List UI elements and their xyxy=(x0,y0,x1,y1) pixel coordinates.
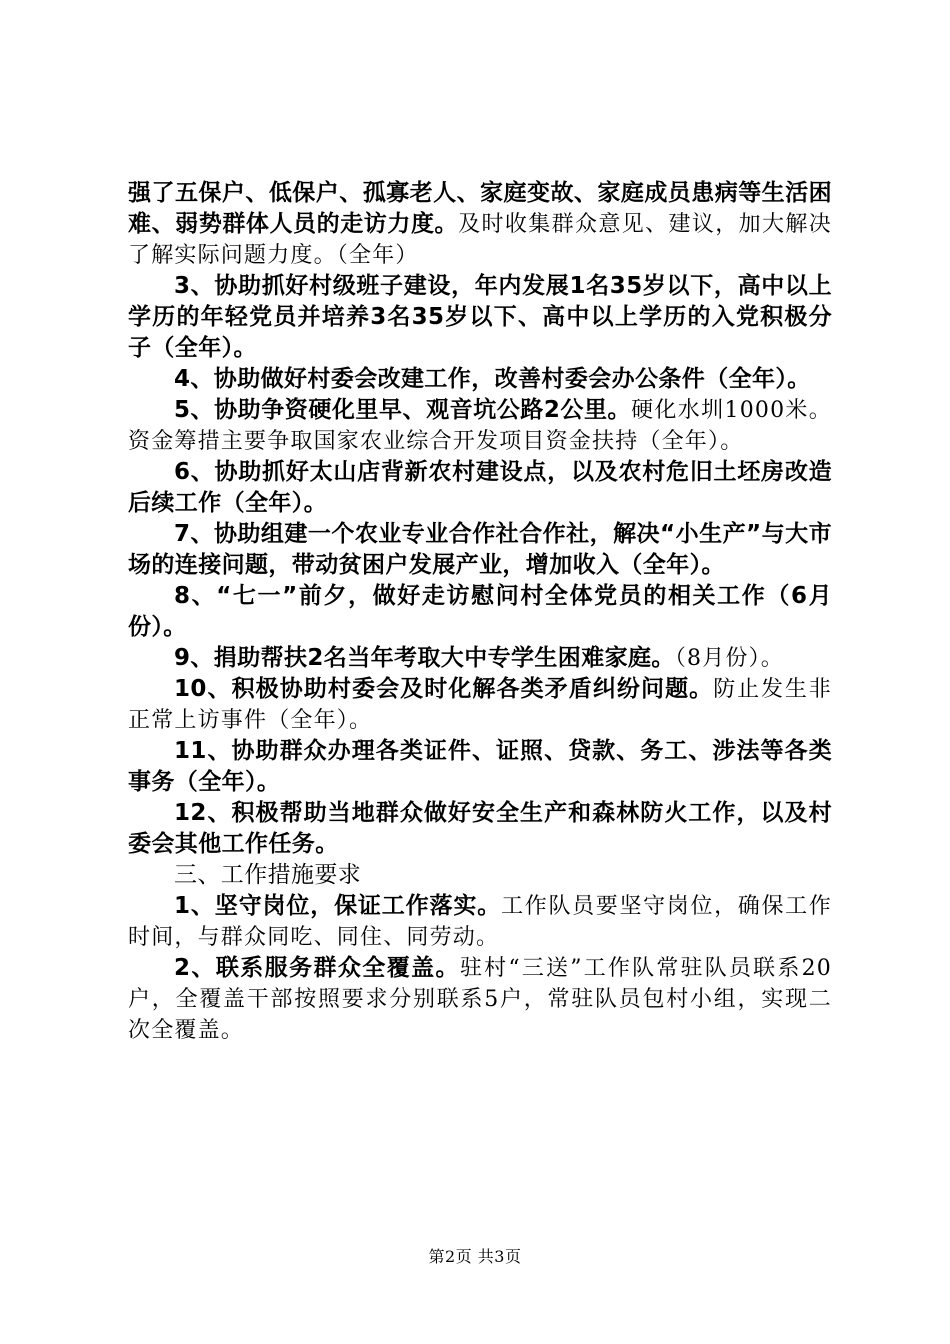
task-item-10 xyxy=(128,674,832,736)
page-number-label: 第2页 共3页 xyxy=(428,1247,522,1266)
task-item-11 xyxy=(128,736,832,798)
paragraph-continuation xyxy=(128,178,832,271)
task-item-9-plain-text: （8月份）。 xyxy=(674,646,785,671)
task-item-8-text: 8、“七一”前夕，做好走访慰问村全体党员的相关工作（6月份）。 xyxy=(128,583,832,640)
task-item-6 xyxy=(128,457,832,519)
task-item-9-bold-text: 9、捐助帮扶2名当年考取大中专学生困难家庭。 xyxy=(174,645,675,671)
measure-item-1-plain-text: 工作队员要坚守岗位，确保工作时间，与群众同吃、同住、同劳动。 xyxy=(128,894,832,950)
section-heading-text: 三、工作措施要求 xyxy=(174,862,362,888)
measure-item-2-bold-text: 2、联系服务群众全覆盖。 xyxy=(174,955,460,981)
task-item-11-text: 11、协助群众办理各类证件、证照、贷款、务工、涉法等各类事务（全年）。 xyxy=(128,738,832,795)
task-item-10-plain-text: 防止发生非正常上访事件（全年）。 xyxy=(128,677,832,733)
task-item-4 xyxy=(128,364,832,395)
task-item-3-text: 3、协助抓好村级班子建设，年内发展1名35岁以下，高中以上学历的年轻党员并培养3名35岁以下、高中以上学历的入党积极分子（全年）。 xyxy=(128,273,832,361)
task-item-5-plain-text: 硬化水圳1000米。资金筹措主要争取国家农业综合开发项目资金扶持（全年）。 xyxy=(128,398,832,454)
task-item-8 xyxy=(128,581,832,643)
task-item-5-bold-text: 5、协助争资硬化里早、观音坑公路2公里。 xyxy=(174,397,632,423)
document-body xyxy=(128,178,832,1046)
task-item-3 xyxy=(128,271,832,364)
task-item-12 xyxy=(128,798,832,860)
measure-item-2 xyxy=(128,953,832,1046)
paragraph-bold-text: 强了五保户、低保户、孤寡老人、家庭变故、家庭成员患病等生活困难、弱势群体人员的走访力度。 xyxy=(128,180,832,237)
task-item-9 xyxy=(128,643,832,674)
measure-item-2-plain-text: 驻村“三送”工作队常驻队员联系20户，全覆盖干部按照要求分别联系5户，常驻队员包村小组，实现二次全覆盖。 xyxy=(128,956,832,1043)
paragraph-plain-text: 及时收集群众意见、建议，加大解决了解实际问题力度。（全年） xyxy=(128,212,832,268)
task-item-7-text: 7、协助组建一个农业专业合作社合作社，解决“小生产”与大市场的连接问题，带动贫困户发展产业，增加收入（全年）。 xyxy=(128,521,832,578)
task-item-7 xyxy=(128,519,832,581)
task-item-5 xyxy=(128,395,832,457)
task-item-12-text: 12、积极帮助当地群众做好安全生产和森林防火工作，以及村委会其他工作任务。 xyxy=(128,800,832,857)
measure-item-1-bold-text: 1、坚守岗位，保证工作落实。 xyxy=(174,893,502,919)
section-heading xyxy=(128,860,832,891)
page-footer xyxy=(0,1244,950,1267)
measure-item-1 xyxy=(128,891,832,953)
task-item-4-text: 4、协助做好村委会改建工作，改善村委会办公条件（全年）。 xyxy=(174,366,811,392)
task-item-6-text: 6、协助抓好太山店背新农村建设点，以及农村危旧土坯房改造后续工作（全年）。 xyxy=(128,459,832,516)
task-item-10-bold-text: 10、积极协助村委会及时化解各类矛盾纠纷问题。 xyxy=(174,676,714,702)
